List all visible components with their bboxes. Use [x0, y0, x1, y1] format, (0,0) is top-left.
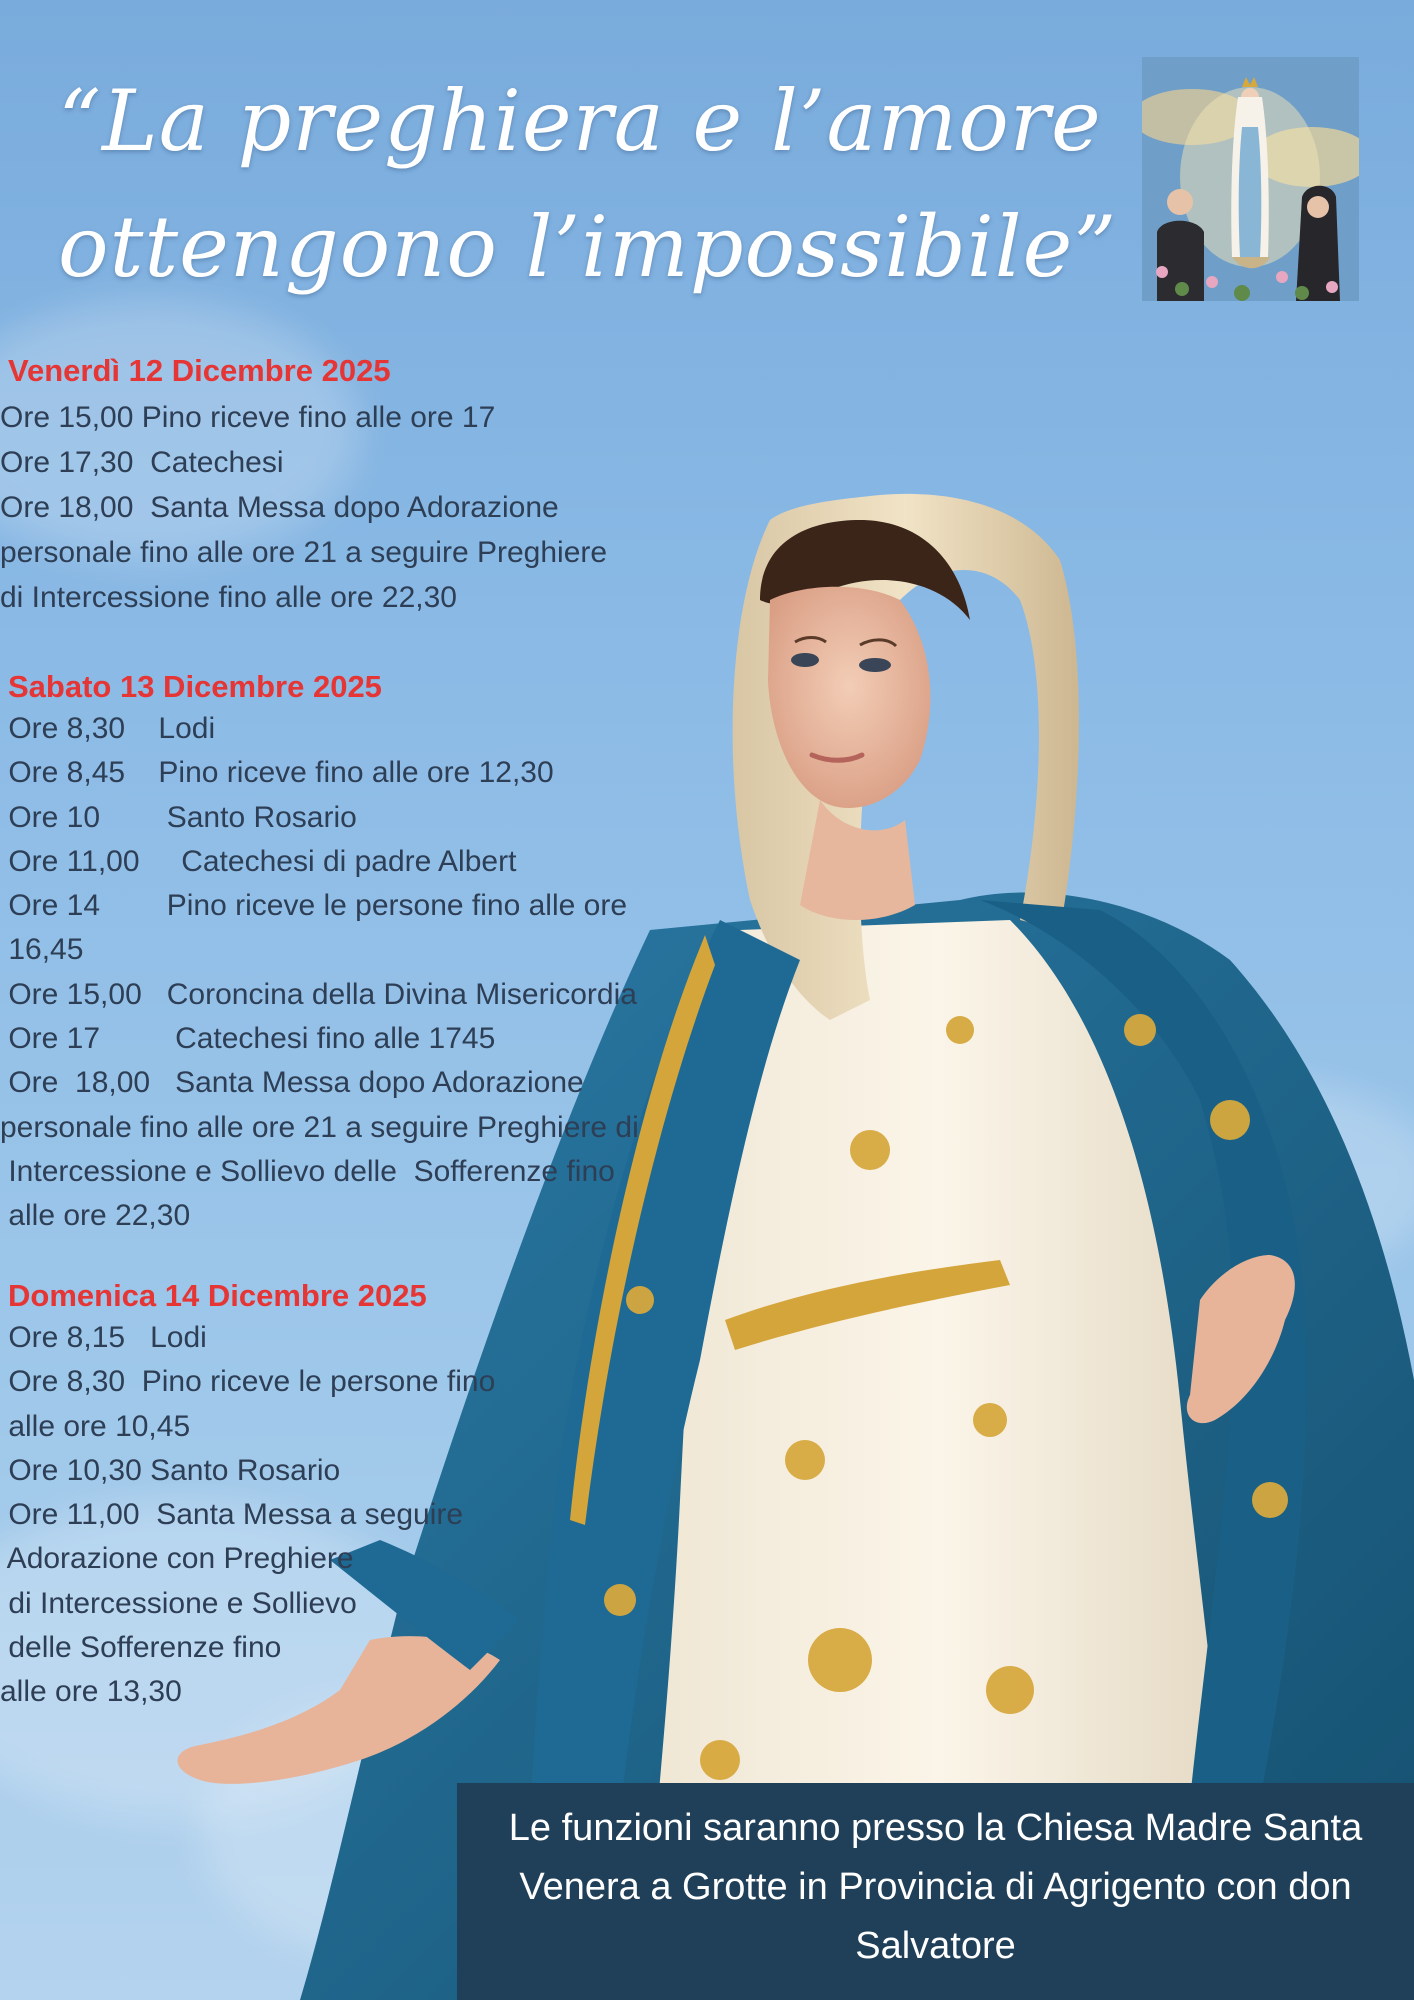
schedule-line: personale fino alle ore 21 a seguire Preghiere di [0, 1110, 639, 1144]
schedule-line: Ore 14 Pino riceve le persone fino alle ore [0, 889, 627, 923]
schedule-line: Ore 11,00 Catechesi di padre Albert [0, 844, 517, 878]
schedule-line: Ore 17,30 Catechesi [0, 446, 284, 479]
schedule-line: Ore 17 Catechesi fino alle 1745 [0, 1022, 496, 1056]
poster-title [58, 58, 1118, 310]
schedule-friday [0, 353, 607, 620]
schedule-line: Ore 15,00 Pino riceve fino alle ore 17 [0, 401, 496, 434]
title-line: ottengono l’impossibile” [58, 198, 1118, 296]
schedule-line: delle Sofferenze fino [0, 1631, 282, 1665]
location-line: Le funzioni saranno presso la Chiesa Madre Santa [508, 1807, 1363, 1849]
schedule-sunday [0, 1278, 495, 1715]
schedule-line: Intercessione e Sollievo delle Sofferenze fino [0, 1154, 615, 1188]
schedule-line: Ore 18,00 Santa Messa dopo Adorazione [0, 1066, 584, 1100]
day-heading: Domenica 14 Dicembre 2025 [8, 1278, 427, 1313]
schedule-line: Ore 10,30 Santo Rosario [0, 1453, 341, 1487]
schedule-line: Ore 8,15 Lodi [0, 1321, 207, 1354]
schedule-line: Ore 11,00 Santa Messa a seguire [0, 1498, 464, 1532]
schedule-line: Ore 8,30 Lodi [0, 712, 216, 745]
schedule-line: 16,45 [0, 933, 84, 967]
schedule-saturday [0, 669, 639, 1239]
location-line: Venera a Grotte in Provincia di Agrigento con don [519, 1866, 1352, 1908]
schedule-line: Ore 8,30 Pino riceve le persone fino [0, 1365, 496, 1399]
schedule-line: di Intercessione fino alle ore 22,30 [0, 581, 457, 614]
schedule-line: alle ore 10,45 [0, 1409, 191, 1443]
day-heading: Venerdì 12 Dicembre 2025 [8, 353, 391, 388]
schedule-line: Ore 8,45 Pino riceve fino alle ore 12,30 [0, 756, 554, 790]
madonna-with-saints-image [1142, 57, 1359, 301]
schedule-line: alle ore 13,30 [0, 1675, 182, 1709]
title-line: “La preghiera e l’amore [58, 72, 1102, 170]
location-line: Salvatore [855, 1925, 1016, 1967]
schedule-line: Adorazione con Preghiere [0, 1542, 354, 1576]
schedule-line: personale fino alle ore 21 a seguire Preghiere [0, 536, 608, 569]
schedule-line: Ore 10 Santo Rosario [0, 800, 357, 834]
schedule-line: Ore 18,00 Santa Messa dopo Adorazione [0, 491, 559, 524]
schedule-line: alle ore 22,30 [0, 1199, 191, 1233]
location-banner [457, 1783, 1414, 2000]
day-heading: Sabato 13 Dicembre 2025 [8, 669, 382, 704]
schedule-line: Ore 15,00 Coroncina della Divina Misericordia [0, 977, 637, 1011]
schedule-line: di Intercessione e Sollievo [0, 1586, 357, 1620]
